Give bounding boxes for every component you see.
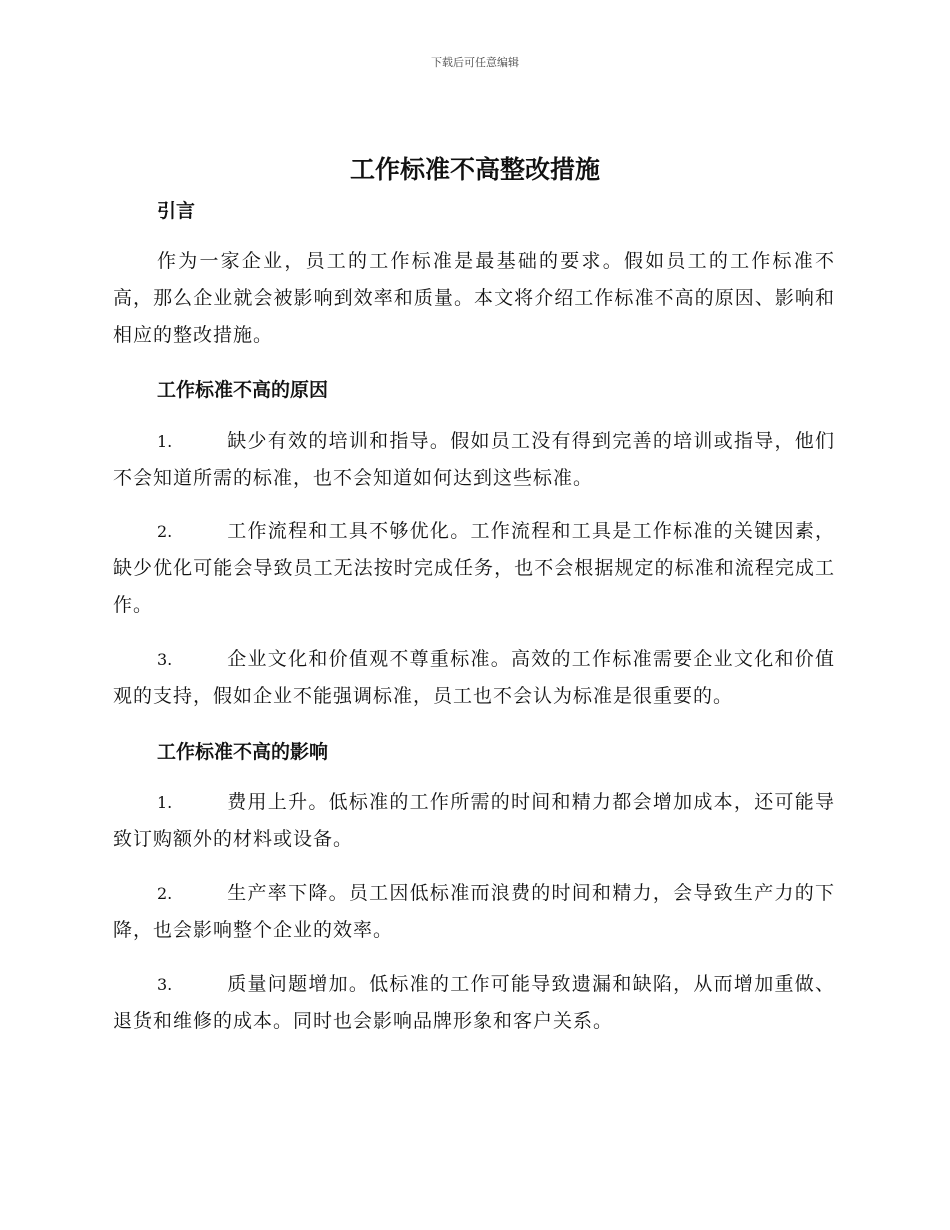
section-heading-intro: 引言 [157, 200, 196, 222]
list-item-text: 费用上升。低标准的工作所需的时间和精力都会增加成本，还可能导致订购额外的材料或设备。 [113, 791, 835, 850]
list-item-number: 1. [157, 432, 173, 451]
list-item [113, 784, 835, 858]
list-item [113, 966, 835, 1040]
section-heading-impacts: 工作标准不高的影响 [157, 741, 329, 763]
list-item-number: 2. [157, 522, 173, 541]
list-item-text: 企业文化和价值观不尊重标准。高效的工作标准需要企业文化和价值观的支持，假如企业不能强调标准，员工也不会认为标准是很重要的。 [113, 648, 835, 707]
section-heading-causes: 工作标准不高的原因 [157, 379, 329, 401]
list-item-text: 质量问题增加。低标准的工作可能导致遗漏和缺陷，从而增加重做、退货和维修的成本。同时也会影响品牌形象和客户关系。 [113, 973, 835, 1032]
list-item-number: 3. [157, 975, 173, 994]
list-item-text: 缺少有效的培训和指导。假如员工没有得到完善的培训或指导，他们不会知道所需的标准，也不会知道如何达到这些标准。 [113, 430, 835, 489]
list-item-number: 2. [157, 884, 173, 903]
list-item-number: 3. [157, 650, 173, 669]
list-item [113, 423, 835, 497]
list-item-text: 生产率下降。员工因低标准而浪费的时间和精力，会导致生产力的下降，也会影响整个企业的效率。 [113, 882, 835, 941]
list-item [113, 641, 835, 715]
list-item-text: 工作流程和工具不够优化。工作流程和工具是工作标准的关键因素，缺少优化可能会导致员工无法按时完成任务，也不会根据规定的标准和流程完成工作。 [113, 520, 835, 616]
list-item-number: 1. [157, 793, 173, 812]
intro-paragraph: 作为一家企业，员工的工作标准是最基础的要求。假如员工的工作标准不高，那么企业就会被影响到效率和质量。本文将介绍工作标准不高的原因、影响和相应的整改措施。 [113, 250, 835, 346]
list-item [113, 875, 835, 949]
list-item [113, 513, 835, 624]
document-title: 工作标准不高整改措施 [349, 155, 600, 184]
header-note: 下载后可任意编辑 [431, 56, 519, 69]
